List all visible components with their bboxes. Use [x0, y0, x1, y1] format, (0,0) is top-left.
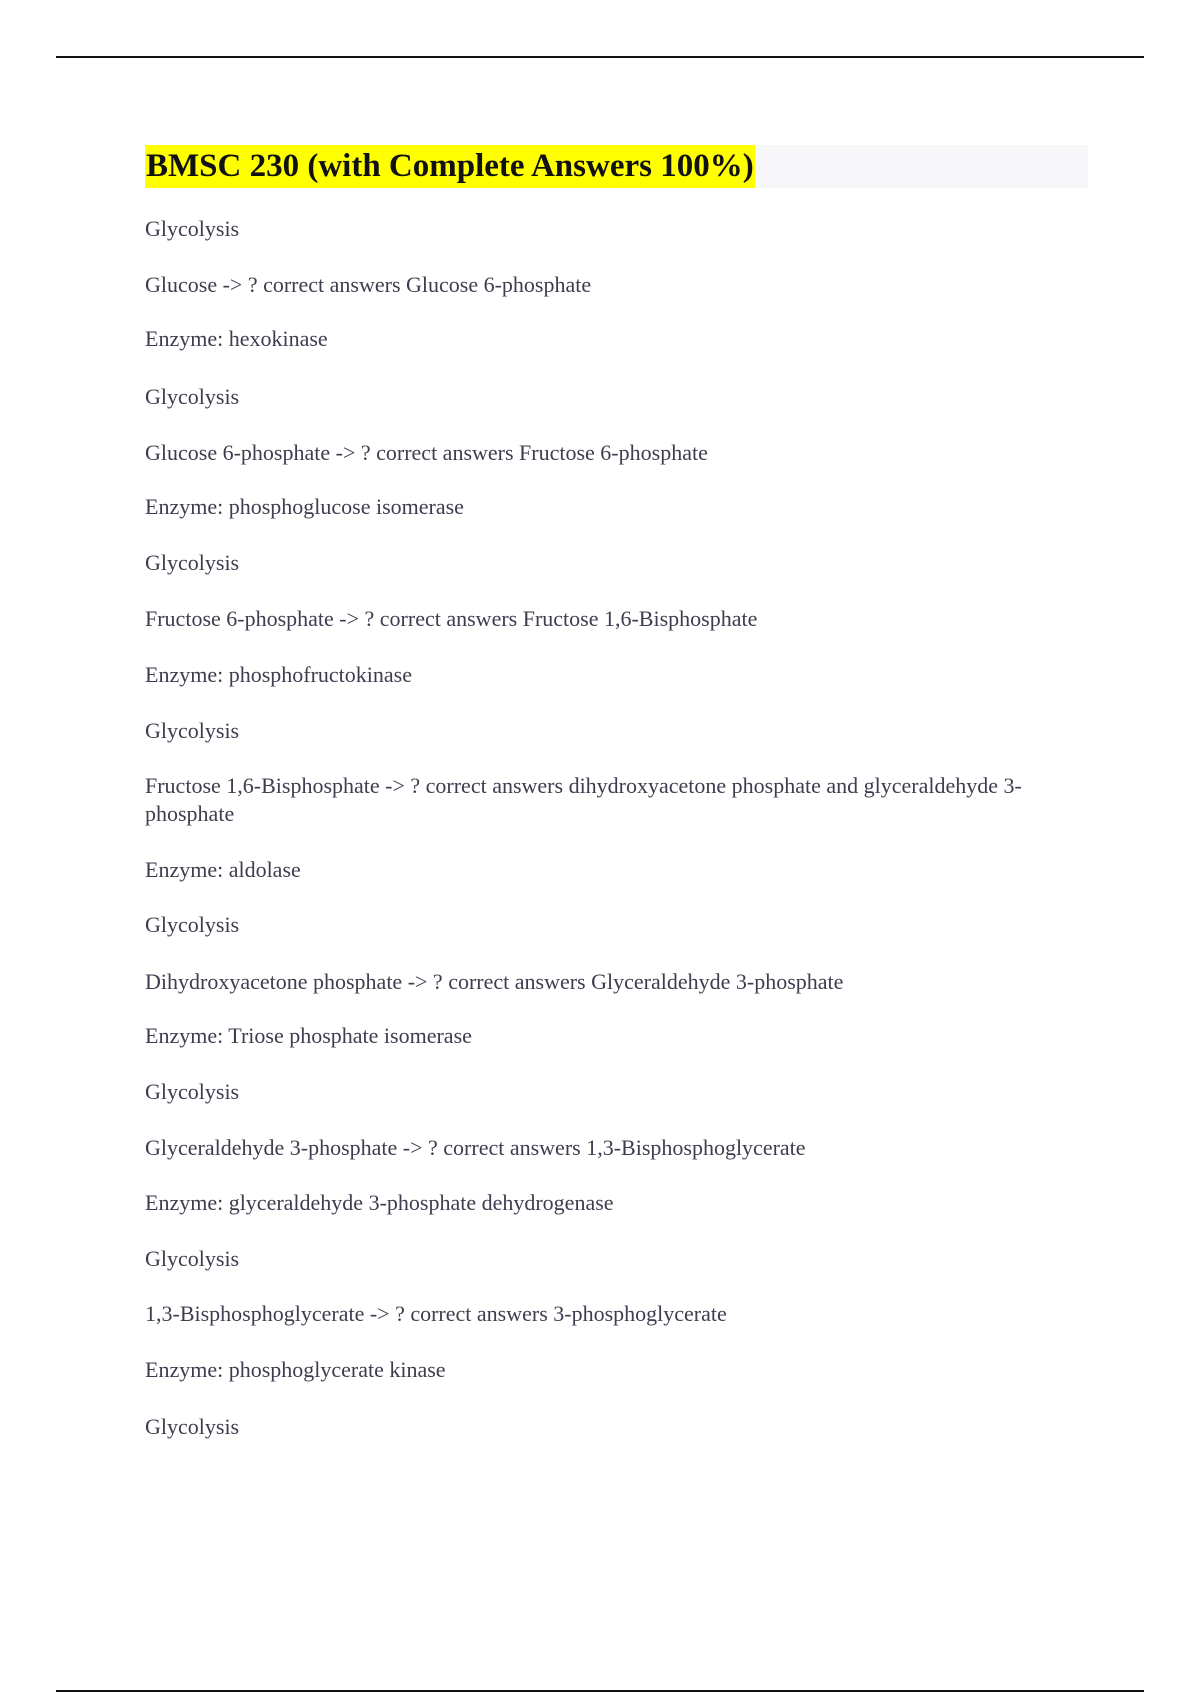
text-line: Glycolysis [145, 550, 240, 575]
text-line: Enzyme: glyceraldehyde 3-phosphate dehydrogenase [145, 1190, 614, 1215]
document-title: BMSC 230 (with Complete Answers 100%) [145, 145, 755, 188]
bottom-rule [56, 1690, 1144, 1692]
top-rule [56, 56, 1144, 58]
text-line: Enzyme: aldolase [145, 857, 301, 882]
text-line: Enzyme: phosphoglycerate kinase [145, 1357, 446, 1382]
text-line: Fructose 1,6-Bisphosphate -> ? correct answers dihydroxyacetone phosphate and glyceraldehyde 3-phosphate [145, 773, 1022, 826]
text-line: Glycolysis [145, 216, 240, 241]
text-line: Enzyme: Triose phosphate isomerase [145, 1023, 472, 1048]
text-line: Dihydroxyacetone phosphate -> ? correct answers Glyceraldehyde 3-phosphate [145, 969, 844, 994]
text-line: Glycolysis [145, 1414, 240, 1439]
text-line: Glucose 6-phosphate -> ? correct answers Fructose 6-phosphate [145, 440, 708, 465]
text-line: Glucose -> ? correct answers Glucose 6-phosphate [145, 272, 592, 297]
text-line: Glycolysis [145, 718, 240, 743]
text-line: Glyceraldehyde 3-phosphate -> ? correct answers 1,3-Bisphosphoglycerate [145, 1135, 806, 1160]
text-line: Glycolysis [145, 1246, 240, 1271]
text-line: Enzyme: phosphoglucose isomerase [145, 494, 464, 519]
text-line: Glycolysis [145, 384, 240, 409]
text-line: Glycolysis [145, 1079, 240, 1104]
text-line: Fructose 6-phosphate -> ? correct answers Fructose 1,6-Bisphosphate [145, 606, 758, 631]
text-line: Enzyme: hexokinase [145, 326, 328, 351]
text-line: Enzyme: phosphofructokinase [145, 662, 412, 687]
text-line: Glycolysis [145, 912, 240, 937]
text-line: 1,3-Bisphosphoglycerate -> ? correct answers 3-phosphoglycerate [145, 1301, 727, 1326]
